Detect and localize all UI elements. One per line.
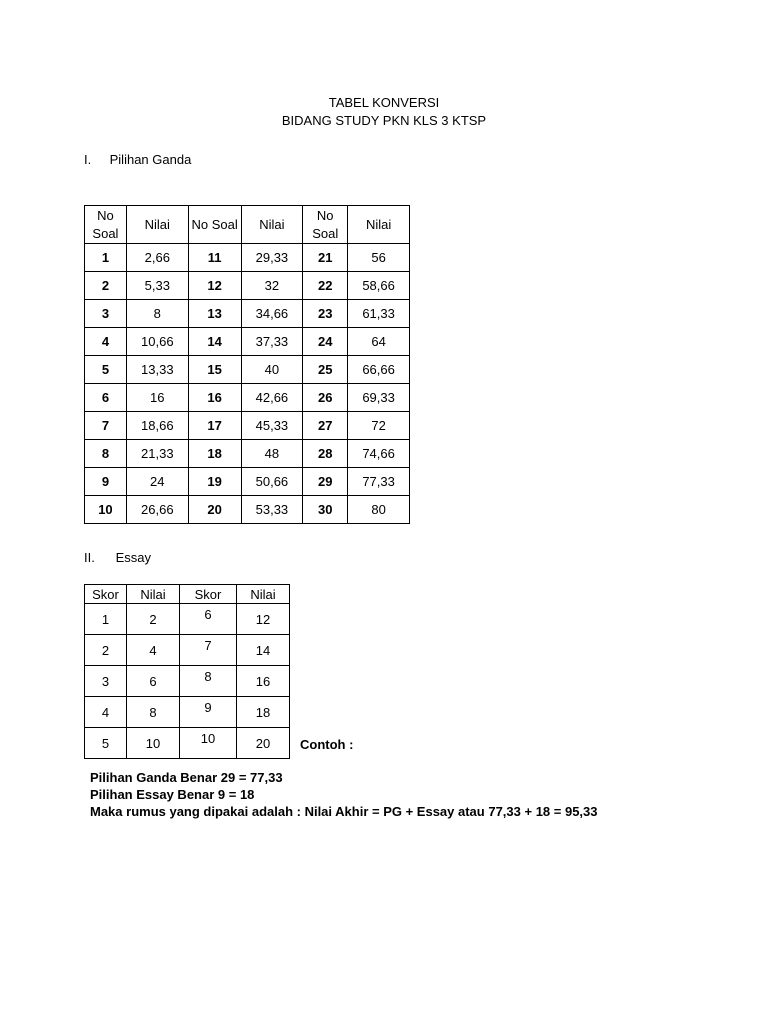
nilai-cell: 2 xyxy=(127,604,180,635)
score-value-cell: 34,66 xyxy=(241,300,303,328)
question-number-cell: 2 xyxy=(85,272,127,300)
score-value-cell: 29,33 xyxy=(241,244,303,272)
score-value-cell: 69,33 xyxy=(348,384,410,412)
column-header: No Soal xyxy=(303,206,348,244)
score-value-cell: 10,66 xyxy=(126,328,188,356)
question-number-cell: 25 xyxy=(303,356,348,384)
table-row xyxy=(85,328,410,356)
column-header: Skor xyxy=(85,585,127,604)
score-value-cell: 40 xyxy=(241,356,303,384)
table-row xyxy=(85,244,410,272)
table-row xyxy=(85,440,410,468)
score-value-cell: 13,33 xyxy=(126,356,188,384)
table-row xyxy=(85,728,290,759)
question-number-cell: 29 xyxy=(303,468,348,496)
nilai-cell: 12 xyxy=(237,604,290,635)
question-number-cell: 6 xyxy=(85,384,127,412)
section-number: I. xyxy=(84,152,92,167)
skor-cell: 2 xyxy=(85,635,127,666)
score-value-cell: 58,66 xyxy=(348,272,410,300)
example-label: Contoh : xyxy=(300,737,354,752)
score-value-cell: 32 xyxy=(241,272,303,300)
nilai-cell: 4 xyxy=(127,635,180,666)
skor-cell: 3 xyxy=(85,666,127,697)
question-number-cell: 30 xyxy=(303,496,348,524)
question-number-cell: 22 xyxy=(303,272,348,300)
question-number-cell: 3 xyxy=(85,300,127,328)
table-row xyxy=(85,384,410,412)
score-value-cell: 24 xyxy=(126,468,188,496)
example-line: Pilihan Essay Benar 9 = 18 xyxy=(90,787,255,802)
question-number-cell: 13 xyxy=(188,300,241,328)
score-value-cell: 48 xyxy=(241,440,303,468)
table-row xyxy=(85,666,290,697)
score-value-cell: 77,33 xyxy=(348,468,410,496)
column-header: Nilai xyxy=(126,206,188,244)
score-value-cell: 45,33 xyxy=(241,412,303,440)
question-number-cell: 27 xyxy=(303,412,348,440)
question-number-cell: 24 xyxy=(303,328,348,356)
nilai-cell: 14 xyxy=(237,635,290,666)
question-number-cell: 10 xyxy=(85,496,127,524)
question-number-cell: 5 xyxy=(85,356,127,384)
score-value-cell: 64 xyxy=(348,328,410,356)
score-value-cell: 18,66 xyxy=(126,412,188,440)
question-number-cell: 19 xyxy=(188,468,241,496)
question-number-cell: 14 xyxy=(188,328,241,356)
score-value-cell: 50,66 xyxy=(241,468,303,496)
score-value-cell: 61,33 xyxy=(348,300,410,328)
nilai-cell: 18 xyxy=(237,697,290,728)
score-value-cell: 42,66 xyxy=(241,384,303,412)
skor-cell: 10 xyxy=(180,728,237,759)
question-number-cell: 7 xyxy=(85,412,127,440)
score-value-cell: 2,66 xyxy=(126,244,188,272)
table-row xyxy=(85,468,410,496)
score-value-cell: 66,66 xyxy=(348,356,410,384)
column-header: Nilai xyxy=(237,585,290,604)
section-label: Essay xyxy=(115,550,152,565)
skor-cell: 5 xyxy=(85,728,127,759)
nilai-cell: 20 xyxy=(237,728,290,759)
skor-cell: 1 xyxy=(85,604,127,635)
table-row xyxy=(85,635,290,666)
question-number-cell: 1 xyxy=(85,244,127,272)
section-heading-pilihan-ganda xyxy=(84,152,191,167)
question-number-cell: 9 xyxy=(85,468,127,496)
section-number: II. xyxy=(84,550,95,565)
skor-cell: 7 xyxy=(180,635,237,666)
pilihan-ganda-table xyxy=(84,205,410,524)
question-number-cell: 23 xyxy=(303,300,348,328)
table-header-row xyxy=(85,585,290,604)
score-value-cell: 26,66 xyxy=(126,496,188,524)
example-formula: Maka rumus yang dipakai adalah : Nilai Akhir = PG + Essay atau 77,33 + 18 = 95,33 xyxy=(90,804,598,819)
table-row xyxy=(85,697,290,728)
column-header: Skor xyxy=(180,585,237,604)
nilai-cell: 8 xyxy=(127,697,180,728)
score-value-cell: 56 xyxy=(348,244,410,272)
nilai-cell: 10 xyxy=(127,728,180,759)
question-number-cell: 11 xyxy=(188,244,241,272)
section-heading-essay xyxy=(84,550,151,565)
question-number-cell: 28 xyxy=(303,440,348,468)
table-row xyxy=(85,272,410,300)
question-number-cell: 16 xyxy=(188,384,241,412)
question-number-cell: 15 xyxy=(188,356,241,384)
document-title: TABEL KONVERSI xyxy=(328,95,440,110)
question-number-cell: 26 xyxy=(303,384,348,412)
column-header: Nilai xyxy=(241,206,303,244)
column-header: Nilai xyxy=(348,206,410,244)
nilai-cell: 16 xyxy=(237,666,290,697)
question-number-cell: 12 xyxy=(188,272,241,300)
document-subtitle: BIDANG STUDY PKN KLS 3 KTSP xyxy=(281,113,487,128)
column-header: No Soal xyxy=(85,206,127,244)
nilai-cell: 6 xyxy=(127,666,180,697)
score-value-cell: 74,66 xyxy=(348,440,410,468)
question-number-cell: 20 xyxy=(188,496,241,524)
question-number-cell: 21 xyxy=(303,244,348,272)
score-value-cell: 53,33 xyxy=(241,496,303,524)
example-line: Pilihan Ganda Benar 29 = 77,33 xyxy=(90,770,283,785)
score-value-cell: 21,33 xyxy=(126,440,188,468)
question-number-cell: 17 xyxy=(188,412,241,440)
score-value-cell: 5,33 xyxy=(126,272,188,300)
column-header: No Soal xyxy=(188,206,241,244)
question-number-cell: 8 xyxy=(85,440,127,468)
table-row xyxy=(85,604,290,635)
score-value-cell: 80 xyxy=(348,496,410,524)
question-number-cell: 18 xyxy=(188,440,241,468)
skor-cell: 8 xyxy=(180,666,237,697)
table-row xyxy=(85,496,410,524)
table-header-row xyxy=(85,206,410,244)
table-row xyxy=(85,412,410,440)
score-value-cell: 16 xyxy=(126,384,188,412)
column-header: Nilai xyxy=(127,585,180,604)
essay-table xyxy=(84,584,290,759)
score-value-cell: 72 xyxy=(348,412,410,440)
skor-cell: 6 xyxy=(180,604,237,635)
table-row xyxy=(85,356,410,384)
score-value-cell: 8 xyxy=(126,300,188,328)
table-row xyxy=(85,300,410,328)
skor-cell: 9 xyxy=(180,697,237,728)
section-label: Pilihan Ganda xyxy=(109,152,192,167)
score-value-cell: 37,33 xyxy=(241,328,303,356)
question-number-cell: 4 xyxy=(85,328,127,356)
skor-cell: 4 xyxy=(85,697,127,728)
